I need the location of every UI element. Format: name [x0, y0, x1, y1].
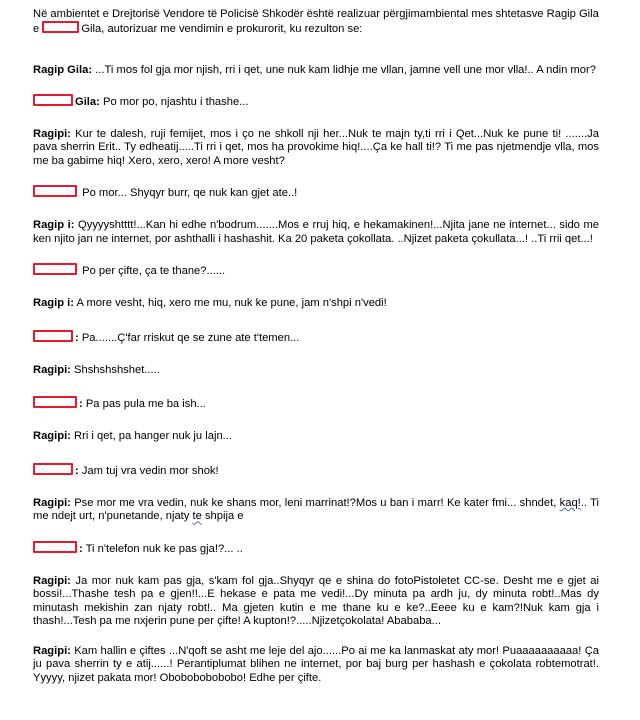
dialogue-turn — [33, 94, 599, 109]
dialogue-turn — [33, 219, 599, 246]
speaker-label: : — [79, 398, 83, 411]
dialogue-turn — [33, 128, 599, 168]
redaction-box — [33, 263, 77, 275]
intro-text-after: Gila, autorizuar me vendimin e prokurorit, ku rezulton se: — [81, 23, 363, 36]
redaction-box — [33, 185, 77, 197]
turn-text: Kam hallin e çiftes ...N'qoft se asht me leje del ajo......Po ai me ka lanmaskat aty mor! Puaaaaaaaaaa! Ça ju pava sherrin ty e atij......! Perantiplumat blihen ne internet, por baj burg per hashash e çokolata robtemotrat!. Yyyyy, njizet pakata mor! Obobobobobobo! Edhe per çifte. — [33, 645, 599, 684]
dialogue-turn — [33, 645, 599, 685]
speaker-label: Ragipi: — [33, 363, 71, 376]
speaker-label: Ragip i: — [33, 297, 75, 310]
dialogue-turn — [33, 185, 599, 200]
dialogue-turn — [33, 396, 599, 411]
redaction-box — [33, 330, 73, 342]
dialogue-turn — [33, 364, 599, 377]
turn-text: Pa.......Ç'far rriskut qe se zune ate t'temen... — [78, 331, 300, 344]
spellcheck-word: kaq! — [559, 497, 581, 510]
turn-text: Qyyyyshtttt!...Kan hi edhe n'bodrum.......Mos e rruj hiq, e hekamakinen!...Njita jane ne internet... sido me ken njito jan ne internet, por ashthalli i hashashit. Ka 20 paketa çokollata. ..Njizet paketa çokullata...! ..Ti rrii qet...! — [33, 219, 599, 245]
speaker-label: : — [75, 464, 79, 477]
turn-text: Ti n'telefon nuk ke pas gja!?... .. — [82, 542, 243, 555]
spellcheck-word: te — [192, 510, 202, 523]
dialogue-turn — [33, 330, 599, 345]
dialogue-turn — [33, 263, 599, 278]
intro-text-before: Në ambientet e Drejtorisë Vendore të Policisë Shkodër është realizuar përgjimambiental mes shtetasve Ragip Gila e — [33, 8, 599, 36]
dialogue-turn — [33, 497, 599, 524]
turn-text: Jam tuj vra vedin mor shok! — [78, 464, 219, 477]
speaker-label: Ragip i: — [33, 219, 75, 232]
turn-text: Po per çifte, ça te thane?...... — [79, 264, 226, 277]
speaker-label: Ragipi: — [33, 128, 71, 141]
speaker-label: Ragipi: — [33, 497, 71, 510]
dialogue-turn — [33, 297, 599, 310]
dialogue-turn — [33, 64, 599, 77]
speaker-label: : — [75, 331, 79, 344]
dialogue-turn — [33, 541, 599, 556]
turn-text: shpija e — [201, 510, 244, 523]
dialogue-turn — [33, 430, 599, 443]
intro-paragraph — [33, 8, 599, 37]
speaker-label: Ragipi: — [33, 574, 71, 587]
speaker-label: : — [79, 542, 83, 555]
speaker-label: Ragip Gila: — [33, 63, 93, 76]
turn-text: Ja mor nuk kam pas gja, s'kam fol gja..Shyqyr qe e shina do fotoPistoletet CC-se. Desht me e gjet ai bossi!...Thashe tesh pa e gjen!!...E hekase e pata me vedi!...Dy minuta pa ardh ju, dy minuta robt!..Mas dy minutash mekishin zan njaty robt!.. Ma gjeten kutin e me thane ku e ke?..Eeee ku e kam?!Nuk kam gja i thash!...Tesh pa me nxjerin pune per çifte! A kupton!?.....Njizetçokolata! Abababa... — [33, 574, 599, 627]
redaction-box — [42, 21, 79, 33]
dialogue-turn — [33, 463, 599, 478]
redaction-box — [33, 94, 73, 106]
turn-text: Shshshshshet..... — [70, 363, 160, 376]
turn-text: Rri i qet, pa hanger nuk ju lajn... — [70, 430, 232, 443]
redaction-box — [33, 463, 73, 475]
turn-text: ...Ti mos fol gja mor njish, rri i qet, une nuk kam lidhje me vllan, jamne vell une mor vlla!.. A ndin mor? — [92, 63, 596, 76]
turn-text: .. Ti me ndejt urt, n'punetande, njaty — [33, 497, 600, 523]
speaker-label: Gila: — [75, 95, 100, 108]
dialogue-turn — [33, 575, 599, 628]
turn-text: Po mor po, njashtu i thashe... — [99, 95, 249, 108]
speaker-label: Ragipi: — [33, 645, 71, 658]
turn-text: Pse mor me vra vedin, nuk ke shans mor, leni marrinat!?Mos u ban i marr! Ke kater fmi... shndet, — [70, 497, 560, 510]
turn-text: Po mor... Shyqyr burr, qe nuk kan gjet ate..! — [79, 187, 298, 200]
redaction-box — [33, 541, 77, 553]
turn-text: Kur te dalesh, ruji femijet, mos i ço ne shkoll nji her...Nuk te majn ty,ti rri i Qet...Nuk ke pune ti! .......Ja pava sherrin Erit.. Ty edheatij.....Ti rri i qet, mos ha provokime hiq!....Ça ke hall ti!? Ti me pas njetmendje vlla, mos me ba gabime hiq! Xero, xero, xero! A more vesht? — [33, 128, 599, 167]
turn-text: Pa pas pula me ba ish... — [82, 398, 206, 411]
redaction-box — [33, 396, 77, 408]
turn-text: A more vesht, hiq, xero me mu, nuk ke pune, jam n'shpi n'vedi! — [74, 297, 387, 310]
speaker-label: Ragipi: — [33, 430, 71, 443]
document-page — [33, 8, 599, 702]
